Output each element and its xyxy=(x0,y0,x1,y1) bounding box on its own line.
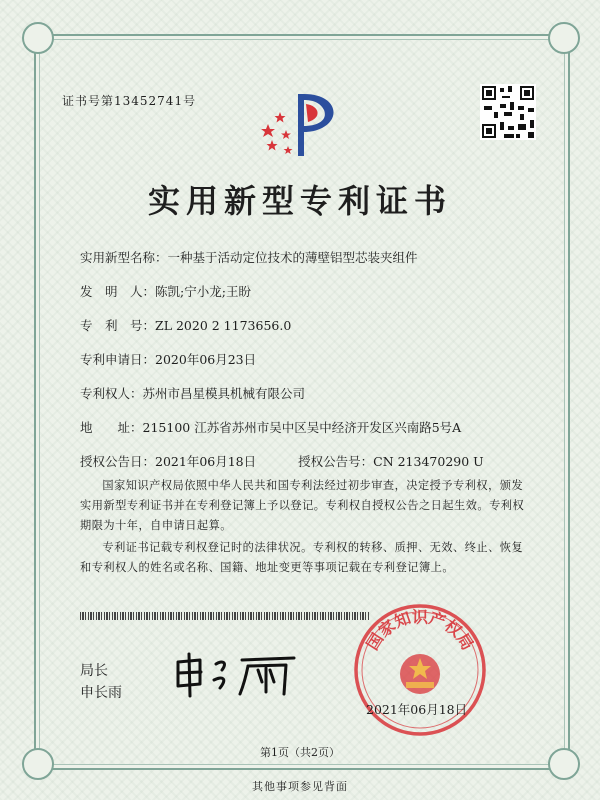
field-value: ZL 2020 2 1173656.0 xyxy=(155,318,292,333)
address-field xyxy=(80,418,461,436)
seal-text: 国家知识产权局 xyxy=(362,607,478,654)
field-label: 地 址： xyxy=(80,420,143,435)
corner-ornament xyxy=(22,22,54,54)
patent-office-logo-icon xyxy=(258,88,348,160)
corner-ornament xyxy=(548,22,580,54)
certificate-title: 实用新型专利证书 xyxy=(147,182,452,220)
field-label: 授权公告日： xyxy=(80,454,156,469)
svg-text:国家知识产权局 xyxy=(363,607,478,653)
field-value: 一种基于活动定位技术的薄壁铝型芯装夹组件 xyxy=(167,250,418,265)
qr-code-icon xyxy=(480,84,536,140)
patentee-field xyxy=(80,384,305,402)
field-value: 215100 江苏省苏州市吴中区吴中经济开发区兴南路5号A xyxy=(142,420,462,435)
field-value: 陈凯;宁小龙;王盼 xyxy=(155,284,251,299)
utility-model-name-field xyxy=(80,248,418,266)
grant-date-field xyxy=(80,452,484,470)
seal-date: 2021年06月18日 xyxy=(366,702,468,717)
field-value: CN 213470290 U xyxy=(373,454,484,469)
field-value: 2021年06月18日 xyxy=(155,454,257,469)
director-title: 局长 xyxy=(80,663,108,679)
director-name: 申长雨 xyxy=(80,685,122,701)
inventors-field xyxy=(80,282,251,300)
field-label: 授权公告号： xyxy=(298,454,374,469)
official-seal xyxy=(350,600,490,740)
certificate-number: 证书号第13452741号 xyxy=(62,94,197,108)
grant-statement-paragraph: 国家知识产权局依照中华人民共和国专利法经过初步审查，决定授予专利权，颁发实用新型专利证书并在专利登记簿上予以登记。专利权自授权公告之日起生效。专利权期限为十年，自申请日起算。 xyxy=(80,479,525,532)
field-label: 发 明 人： xyxy=(80,284,156,299)
legal-status-paragraph: 专利证书记载专利权登记时的法律状况。专利权的转移、质押、无效、终止、恢复和专利权人的姓名或名称、国籍、地址变更等事项记载在专利登记簿上。 xyxy=(80,541,524,574)
field-label: 专 利 号： xyxy=(80,318,156,333)
barcode-strip xyxy=(80,612,370,620)
field-label: 实用新型名称： xyxy=(80,250,168,265)
director-signature xyxy=(170,650,310,700)
page-number: 第1页（共2页） xyxy=(260,746,340,759)
field-value: 苏州市昌星模具机械有限公司 xyxy=(142,386,306,401)
field-label: 专利权人： xyxy=(80,386,143,401)
field-label: 专利申请日： xyxy=(80,352,156,367)
footer-note: 其他事项参见背面 xyxy=(252,780,348,793)
application-date-field xyxy=(80,350,256,368)
patent-number-field xyxy=(80,316,291,334)
field-value: 2020年06月23日 xyxy=(155,352,257,367)
